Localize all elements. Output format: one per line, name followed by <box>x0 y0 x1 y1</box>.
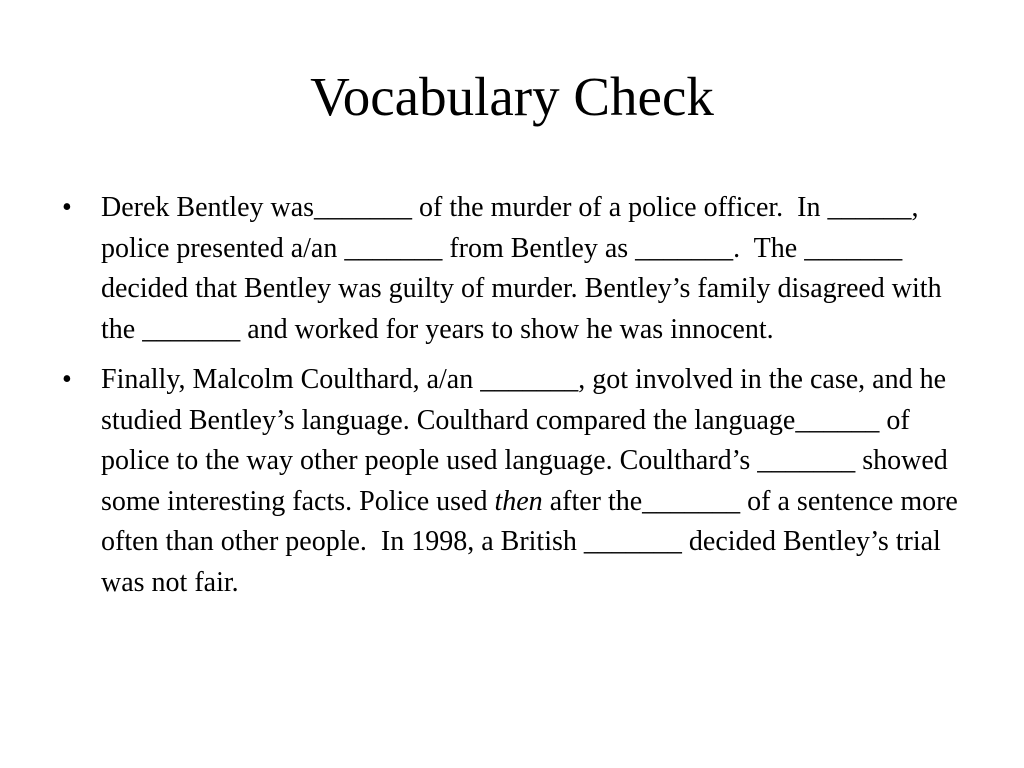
bullet-text-2 <box>101 360 980 603</box>
italic-word: then <box>494 485 543 517</box>
bullet-item-2 <box>60 360 980 603</box>
bullet-icon: • <box>62 192 72 223</box>
bullet-text-segment: after the_______ of a sentence more often than other people. In 1998, a British _______ decided Bentley’s trial was not fair. <box>101 485 965 598</box>
bullet-item-1 <box>60 188 980 350</box>
bullet-list <box>60 188 980 613</box>
bullet-text-segment: Finally, Malcolm Coulthard, a/an _______, got involved in the case, and he studied Bentley’s language. Coulthard compared the language______ of police to the way other people used language. Coulthard’s _______ showed some interesting facts. Police used <box>101 364 955 517</box>
bullet-text-segment: Derek Bentley was_______ of the murder of a police officer. In ______, police presented a/an _______ from Bentley as _______. The _______ decided that Bentley was guilty of murder. Bentley’s family disagreed with the _______ and worked for years to show he was innocent. <box>101 192 949 345</box>
slide-title: Vocabulary Check <box>310 66 714 127</box>
bullet-text-1 <box>101 188 980 350</box>
bullet-icon: • <box>62 364 72 395</box>
